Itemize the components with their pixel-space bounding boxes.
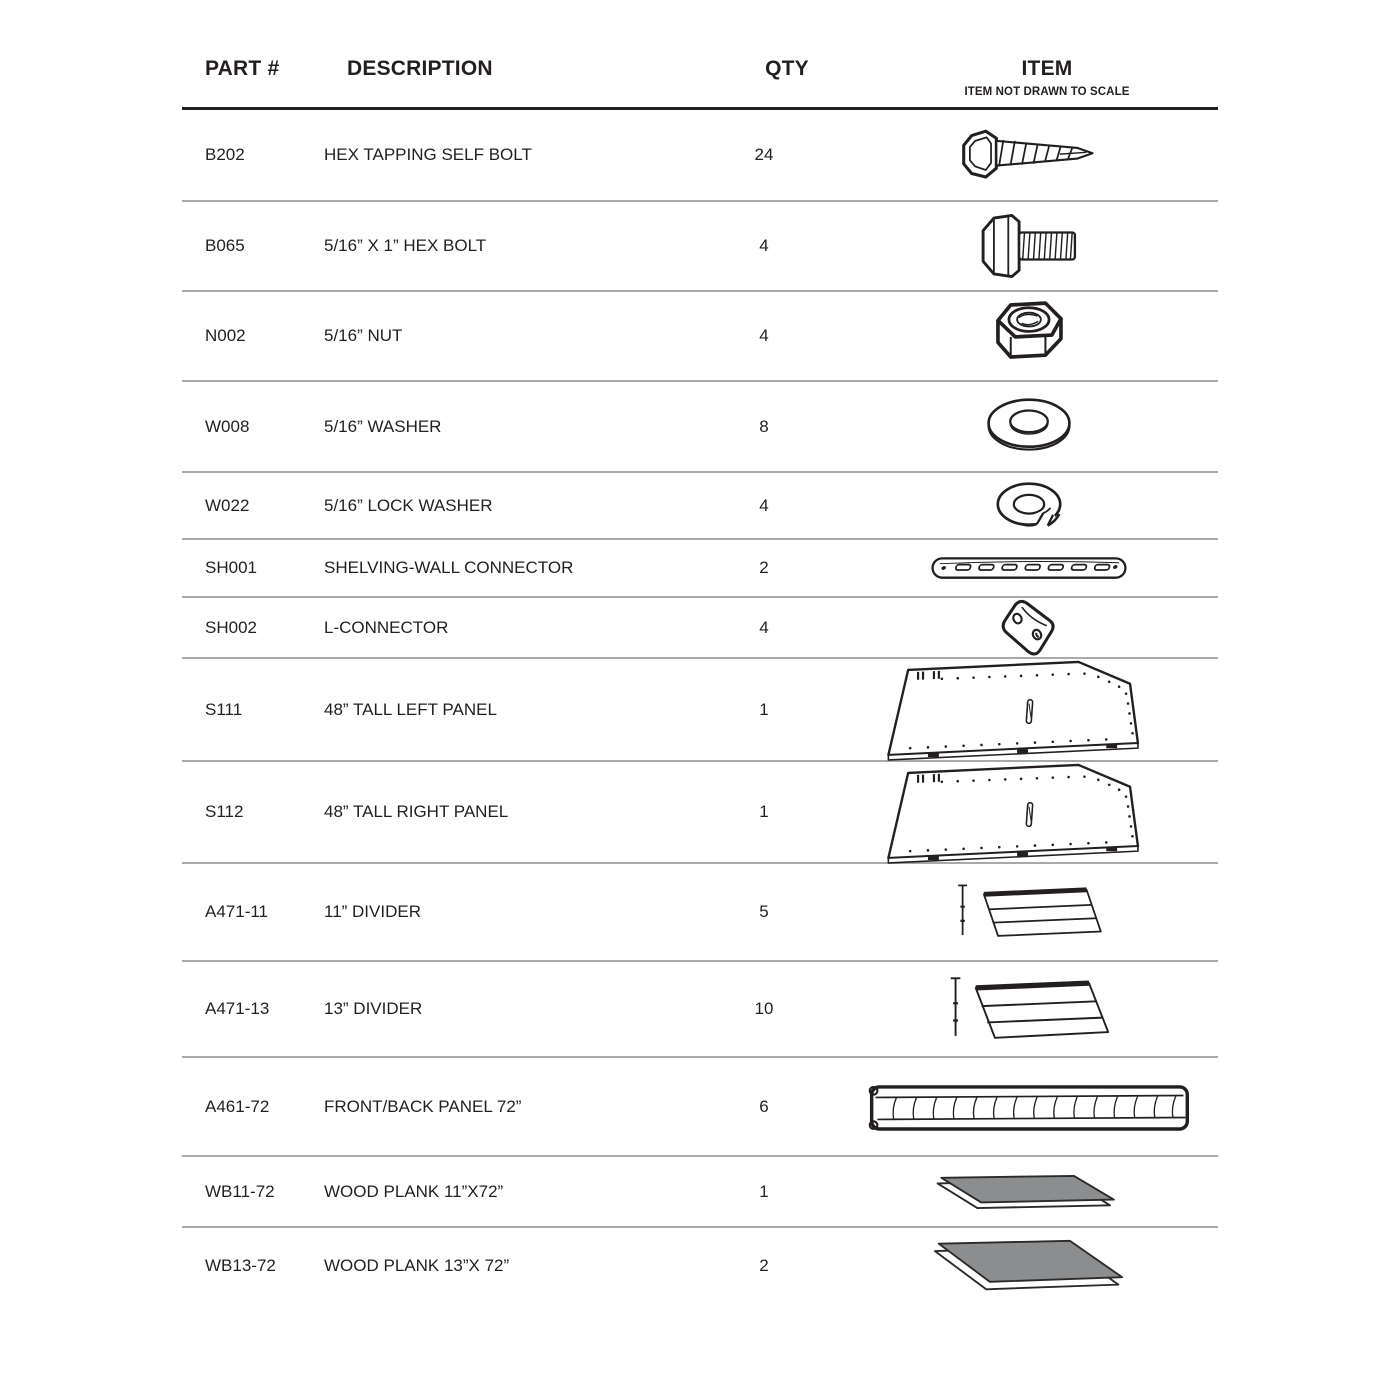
washer-icon	[982, 394, 1076, 460]
table-row	[182, 382, 1218, 473]
part-number: A461-72	[205, 1096, 270, 1116]
hex-bolt-icon	[970, 210, 1088, 282]
table-row	[182, 659, 1218, 762]
l-connector-icon	[997, 598, 1061, 657]
part-description: 5/16” NUT	[324, 326, 403, 345]
table-row	[182, 762, 1218, 864]
part-item-cell	[824, 598, 1218, 657]
part-item-cell	[824, 880, 1218, 944]
front-back-panel-icon	[864, 1079, 1194, 1135]
table-header	[182, 0, 1218, 110]
part-description: SHELVING-WALL CONNECTOR	[324, 558, 574, 577]
table-row	[182, 1058, 1218, 1157]
header-part-number: PART #	[205, 57, 280, 80]
part-item-cell	[824, 1174, 1218, 1210]
divider-large-icon	[945, 974, 1113, 1044]
part-number: B065	[205, 236, 245, 255]
header-description: DESCRIPTION	[347, 57, 493, 80]
part-item-cell	[824, 555, 1218, 582]
side-panel-icon	[880, 658, 1178, 761]
part-qty: 4	[759, 236, 769, 255]
part-description: HEX TAPPING SELF BOLT	[324, 145, 532, 164]
part-description: WOOD PLANK 11”X72”	[324, 1181, 504, 1201]
part-number: SH001	[205, 558, 257, 577]
table-row	[182, 202, 1218, 292]
table-row	[182, 598, 1218, 659]
part-number: W022	[205, 495, 250, 515]
side-panel-icon	[880, 761, 1178, 864]
part-description: 5/16” WASHER	[324, 416, 442, 436]
part-number: N002	[205, 326, 246, 345]
part-item-cell	[824, 394, 1218, 460]
table-row	[182, 864, 1218, 962]
part-number: SH002	[205, 617, 257, 637]
part-description: FRONT/BACK PANEL 72”	[324, 1096, 522, 1116]
table-row	[182, 1157, 1218, 1228]
lock-washer-icon	[988, 478, 1070, 534]
part-item-cell	[824, 294, 1218, 378]
table-row	[182, 962, 1218, 1058]
part-item-cell	[824, 210, 1218, 282]
table-row	[182, 473, 1218, 540]
part-qty: 4	[759, 617, 769, 637]
part-description: L-CONNECTOR	[324, 617, 449, 637]
part-number: WB11-72	[205, 1181, 275, 1201]
part-description: 11” DIVIDER	[324, 902, 421, 921]
part-qty: 10	[754, 999, 774, 1018]
part-qty: 1	[759, 1181, 769, 1201]
part-description: 5/16” X 1” HEX BOLT	[324, 236, 487, 255]
part-qty: 4	[759, 495, 769, 515]
part-item-cell	[824, 126, 1218, 184]
part-qty: 2	[759, 558, 769, 577]
wall-connector-strip-icon	[929, 555, 1129, 582]
part-description: 5/16” LOCK WASHER	[324, 495, 493, 515]
part-qty: 4	[759, 326, 769, 345]
part-qty: 6	[759, 1096, 769, 1116]
header-item-note: ITEM NOT DRAWN TO SCALE	[964, 86, 1130, 98]
table-row	[182, 292, 1218, 382]
part-number: A471-13	[205, 999, 270, 1018]
part-number: WB13-72	[205, 1255, 276, 1275]
part-description: 48” TALL LEFT PANEL	[324, 699, 497, 719]
part-item-cell	[824, 1239, 1218, 1293]
part-description: WOOD PLANK 13”X 72”	[324, 1255, 510, 1275]
part-item-cell	[824, 761, 1218, 864]
header-qty: QTY	[765, 57, 809, 80]
header-item-label: ITEM	[1021, 57, 1073, 80]
part-item-cell	[824, 478, 1218, 534]
wood-plank-small-icon	[931, 1174, 1127, 1210]
part-number: W008	[205, 416, 250, 436]
part-qty: 2	[759, 1255, 769, 1275]
header-item	[882, 57, 1212, 98]
part-description: 48” TALL RIGHT PANEL	[324, 802, 509, 821]
part-qty: 1	[759, 802, 769, 821]
part-number: S111	[205, 699, 243, 719]
divider-icon	[952, 880, 1107, 944]
part-item-cell	[824, 974, 1218, 1044]
part-item-cell	[824, 1079, 1218, 1135]
part-number: S112	[205, 802, 244, 821]
hex-nut-icon	[987, 294, 1071, 378]
part-number: B202	[205, 145, 245, 164]
part-qty: 5	[759, 902, 769, 921]
wood-plank-large-icon	[927, 1239, 1131, 1293]
table-row	[182, 1228, 1218, 1303]
part-item-cell	[824, 658, 1218, 761]
part-description: 13” DIVIDER	[324, 999, 423, 1018]
part-qty: 24	[754, 145, 774, 164]
table-row	[182, 540, 1218, 598]
table-body	[182, 110, 1218, 1303]
part-qty: 8	[759, 416, 769, 436]
table-row	[182, 110, 1218, 202]
part-qty: 1	[759, 699, 769, 719]
part-number: A471-11	[205, 902, 269, 921]
hex-tapping-screw-icon	[954, 126, 1104, 184]
parts-table	[182, 0, 1218, 1303]
